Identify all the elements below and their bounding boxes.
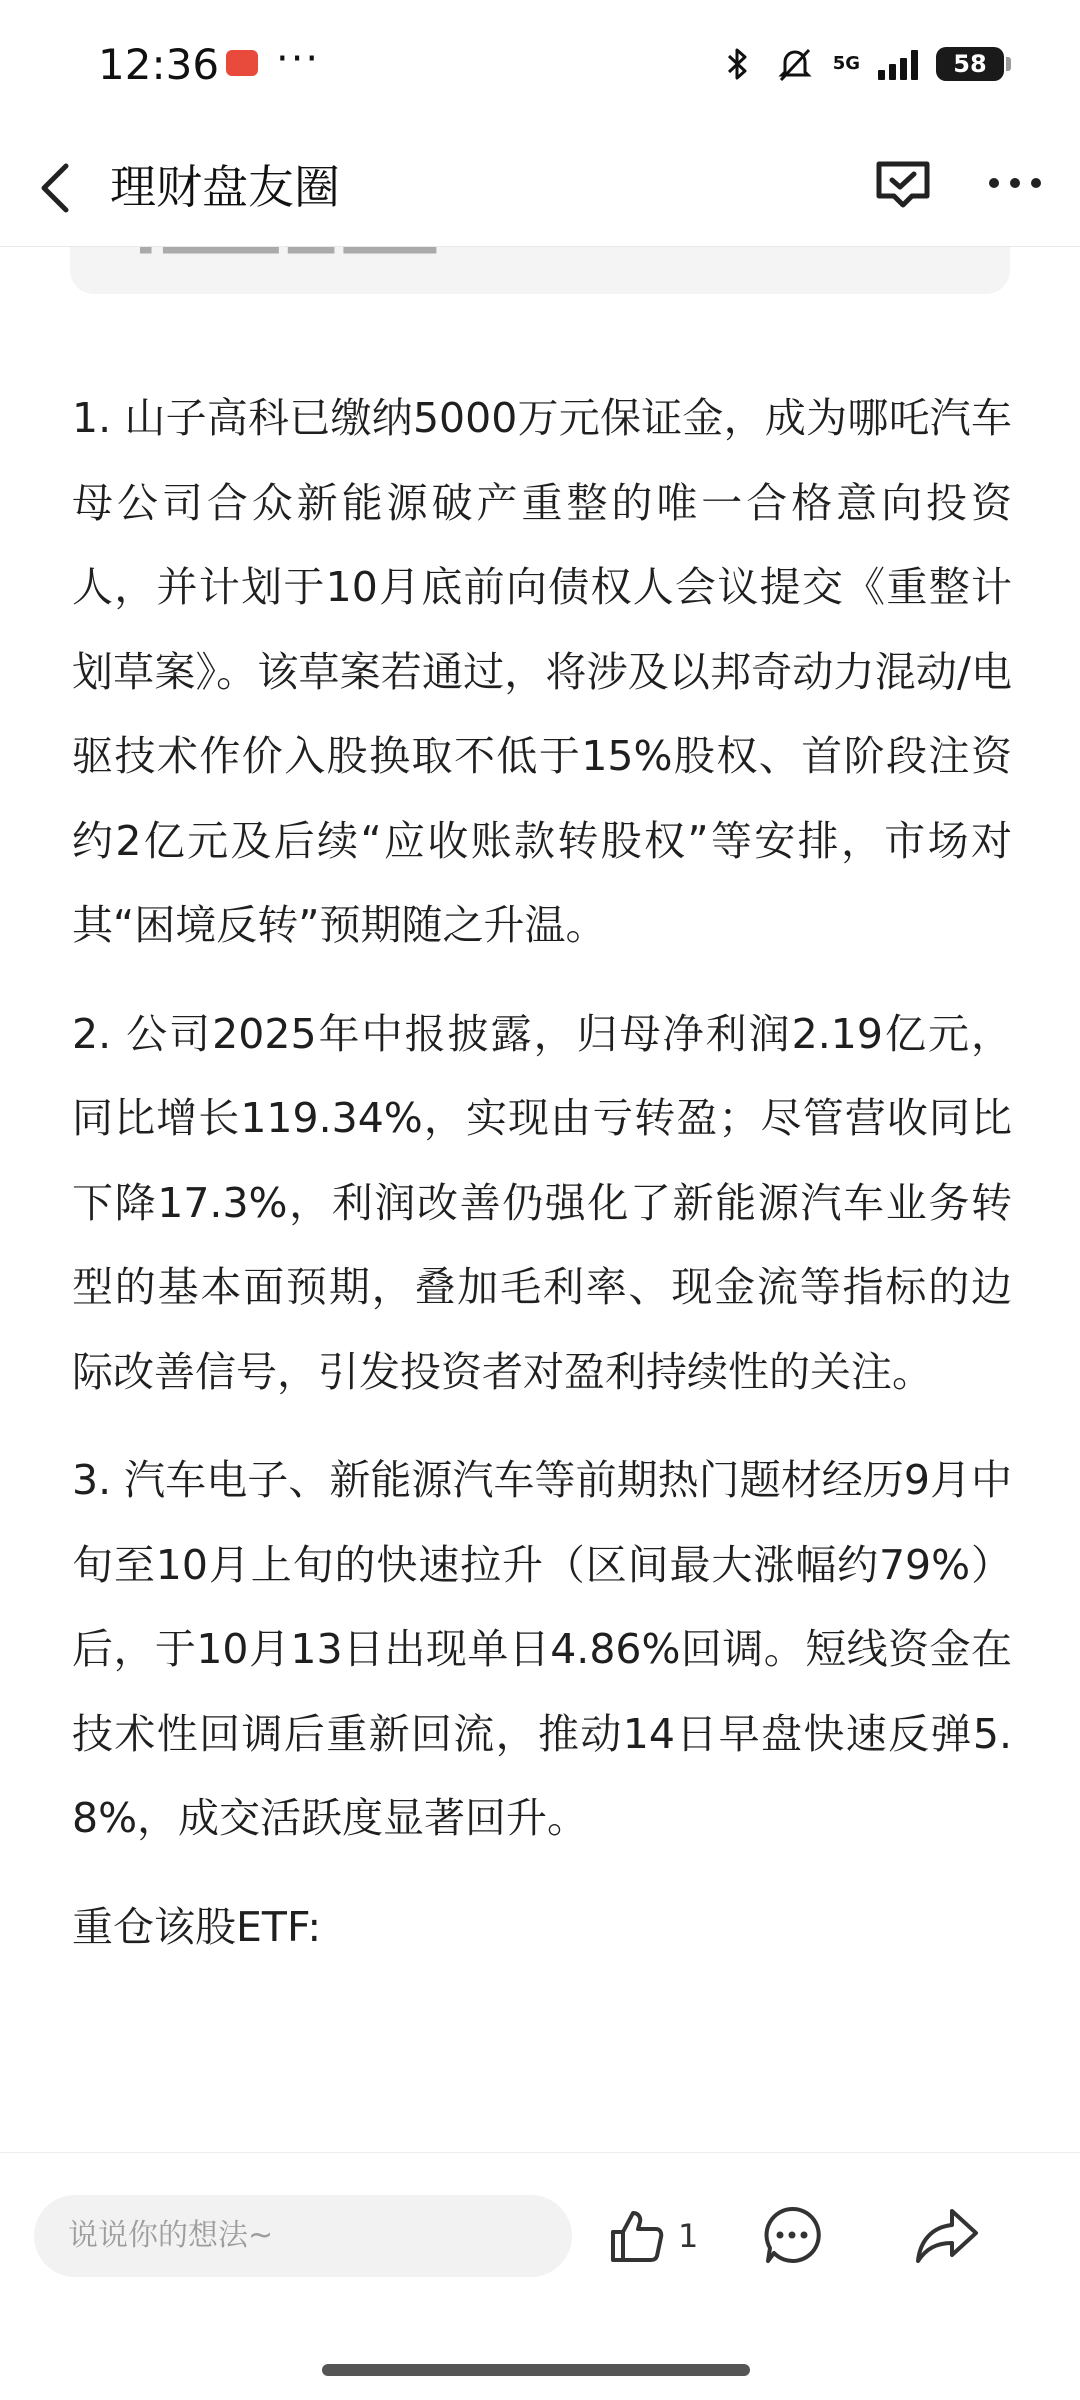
status-icons [717,44,1004,84]
share-icon[interactable] [912,2203,982,2267]
message-icon[interactable] [872,152,934,214]
paragraph-2: 2. 公司2025年中报披露，归母净利润2.19亿元，同比增长119.34%，实现由亏转盈；尽管营收同比下降17.3%，利润改善仍强化了新能源汽车业务转型的基本面预期，叠加毛利率、现金流等指标的边际改善信号，引发投资者对盈利持续性的关注。 [72,1009,1012,1396]
like-count: 1 [678,2217,699,2255]
page-title: 理财盘友圈 [110,160,340,214]
nav-header [0,130,1080,247]
network-type: 5G [832,53,860,74]
mute-icon [775,44,815,84]
comment-input[interactable]: 说说你的想法~ [34,2195,572,2277]
status-time: 12:36 [98,40,220,89]
signal-icon [878,48,918,80]
etf-label: 重仓该股ETF: [72,1902,322,1951]
status-bar [0,0,1080,130]
like-icon [608,2207,666,2265]
post-content [72,376,1012,1969]
battery-icon: 58 [936,47,1004,81]
status-more-notifications: ··· [276,36,321,82]
like-button[interactable] [608,2193,698,2279]
home-indicator[interactable] [322,2364,750,2376]
comment-icon[interactable] [760,2203,824,2267]
more-icon[interactable] [982,152,1048,214]
app-notification-icon [226,50,258,76]
bluetooth-icon [717,44,757,84]
back-icon[interactable] [32,148,80,228]
paragraph-1: 1. 山子高科已缴纳5000万元保证金，成为哪吒汽车母公司合众新能源破产重整的唯一合格意向投资人，并计划于10月底前向债权人会议提交《重整计划草案》。该草案若通过，将涉及以邦奇动力混动/电驱技术作价入股换取不低于15%股权、首阶段注资约2亿元及后续“应收账款转股权”等安排，市场对其“困境反转”预期随之升温。 [72,394,1012,949]
paragraph-3: 3. 汽车电子、新能源汽车等前期热门题材经历9月中旬至10月上旬的快速拉升（区间最大涨幅约79%）后，于10月13日出现单日4.86%回调。短线资金在技术性回调后重新回流，推动14日早盘快速反弹5.8%，成交活跃度显著回升。 [72,1456,1012,1842]
bottom-action-bar [0,2152,1080,2333]
